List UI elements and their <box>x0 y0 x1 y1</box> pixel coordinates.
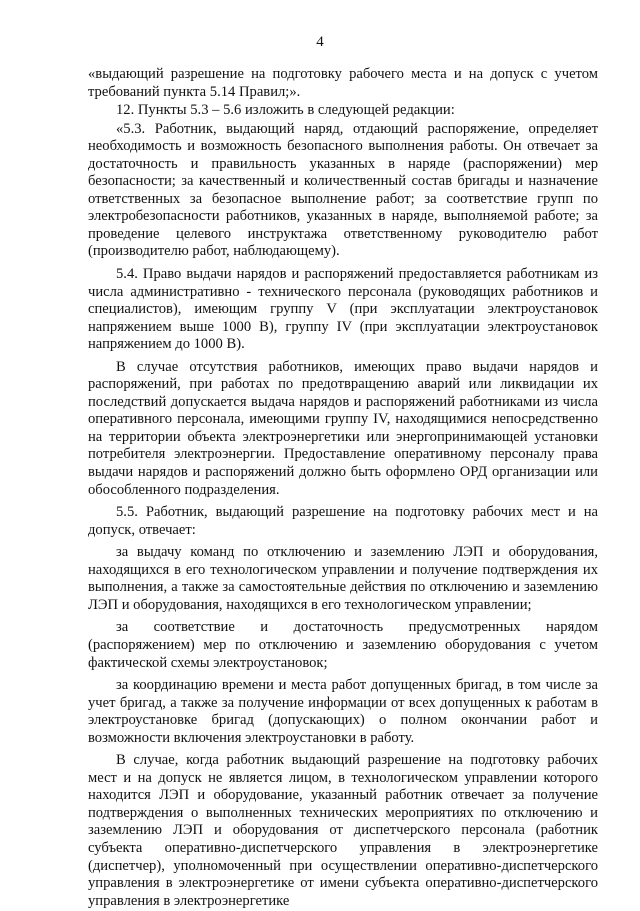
paragraph-clause-5-3: «5.3. Работник, выдающий наряд, отдающий распоряжение, определяет необходимость и возможность безопасного выполнения работы. Он отвечает за достаточность и правильность указанных в наряде (распоряжении) мер безопасности; за качественный и количественный состав бригады и назначение ответственных за безопасное выполнение работ; за соответствие групп по электробезопасности работников, указанных в наряде, выполняемой работе; за проведение целевого инструктажа ответственному руководителю работ (производителю работ, наблюдающему). <box>88 120 598 260</box>
page-number: 4 <box>316 34 324 50</box>
paragraph-quote-end: «выдающий разрешение на подготовку рабочего места и на допуск с учетом требований пункта 5.14 Правил;». <box>88 66 598 100</box>
paragraph-clause-5-5: 5.5. Работник, выдающий разрешение на подготовку рабочих мест и на допуск, отвечает: <box>88 504 598 538</box>
paragraph-clause-5-4: 5.4. Право выдачи нарядов и распоряжений предоставляется работникам из числа административно - технического персонала (руководящих работников и специалистов), имеющим группу V (при эксплуатации электроустановок напряжением выше 1000 В), группу IV (при эксплуатации электроустановок напряжением до 1000 В). <box>88 266 598 353</box>
paragraph-clause-5-5-commands: за выдачу команд по отключению и заземлению ЛЭП и оборудования, находящихся в его технологическом управлении и получение подтверждения их выполнения, а также за самостоятельные действия по отключению и заземлению ЛЭП и оборудования, находящихся в его технологическом управлении; <box>88 544 598 613</box>
paragraph-clause-5-5-coordination: за координацию времени и места работ допущенных бригад, в том числе за учет бригад, а также за получение информации от всех допущенных к работам в электроустановке бригад (допускающих) о полном окончании работ и возможности включения электроустановки в работу. <box>88 677 598 746</box>
paragraph-clause-5-4-exception: В случае отсутствия работников, имеющих право выдачи нарядов и распоряжений, при работах по предотвращению аварий или ликвидации их последствий допускается выдача нарядов и распоряжений работниками из числа оперативного персонала, имеющими группу IV, находящимися непосредственно на территории объекта электроэнергетики или энергопринимающей установки потребителя электроэнергии. Предоставление оперативному персоналу права выдачи нарядов и распоряжений должно быть оформлено ОРД организации или обособленного подразделения. <box>88 358 598 498</box>
paragraph-clause-5-5-case: В случае, когда работник выдающий разрешение на подготовку рабочих мест и на допуск не является лицом, в технологическом управлении которого находится ЛЭП и оборудование, указанный работник отвечает за получение подтверждения о выполненных технических мероприятиях по отключению и заземлению ЛЭП и оборудования от диспетчерского персонала (работник субъекта оперативно-диспетчерского управления в электроэнергетике (диспетчер), уполномоченный при осуществлении оперативно-диспетчерского управления в электроэнергетике от имени субъекта оперативно-диспетчерского управления в электроэнергетике <box>88 752 598 909</box>
paragraph-item-12: 12. Пункты 5.3 – 5.6 изложить в следующей редакции: <box>116 102 455 119</box>
document-body <box>88 66 598 911</box>
paragraph-clause-5-5-measures: за соответствие и достаточность предусмотренных нарядом (распоряжением) мер по отключению и заземлению оборудования с учетом фактической схемы электроустановок; <box>88 619 598 671</box>
